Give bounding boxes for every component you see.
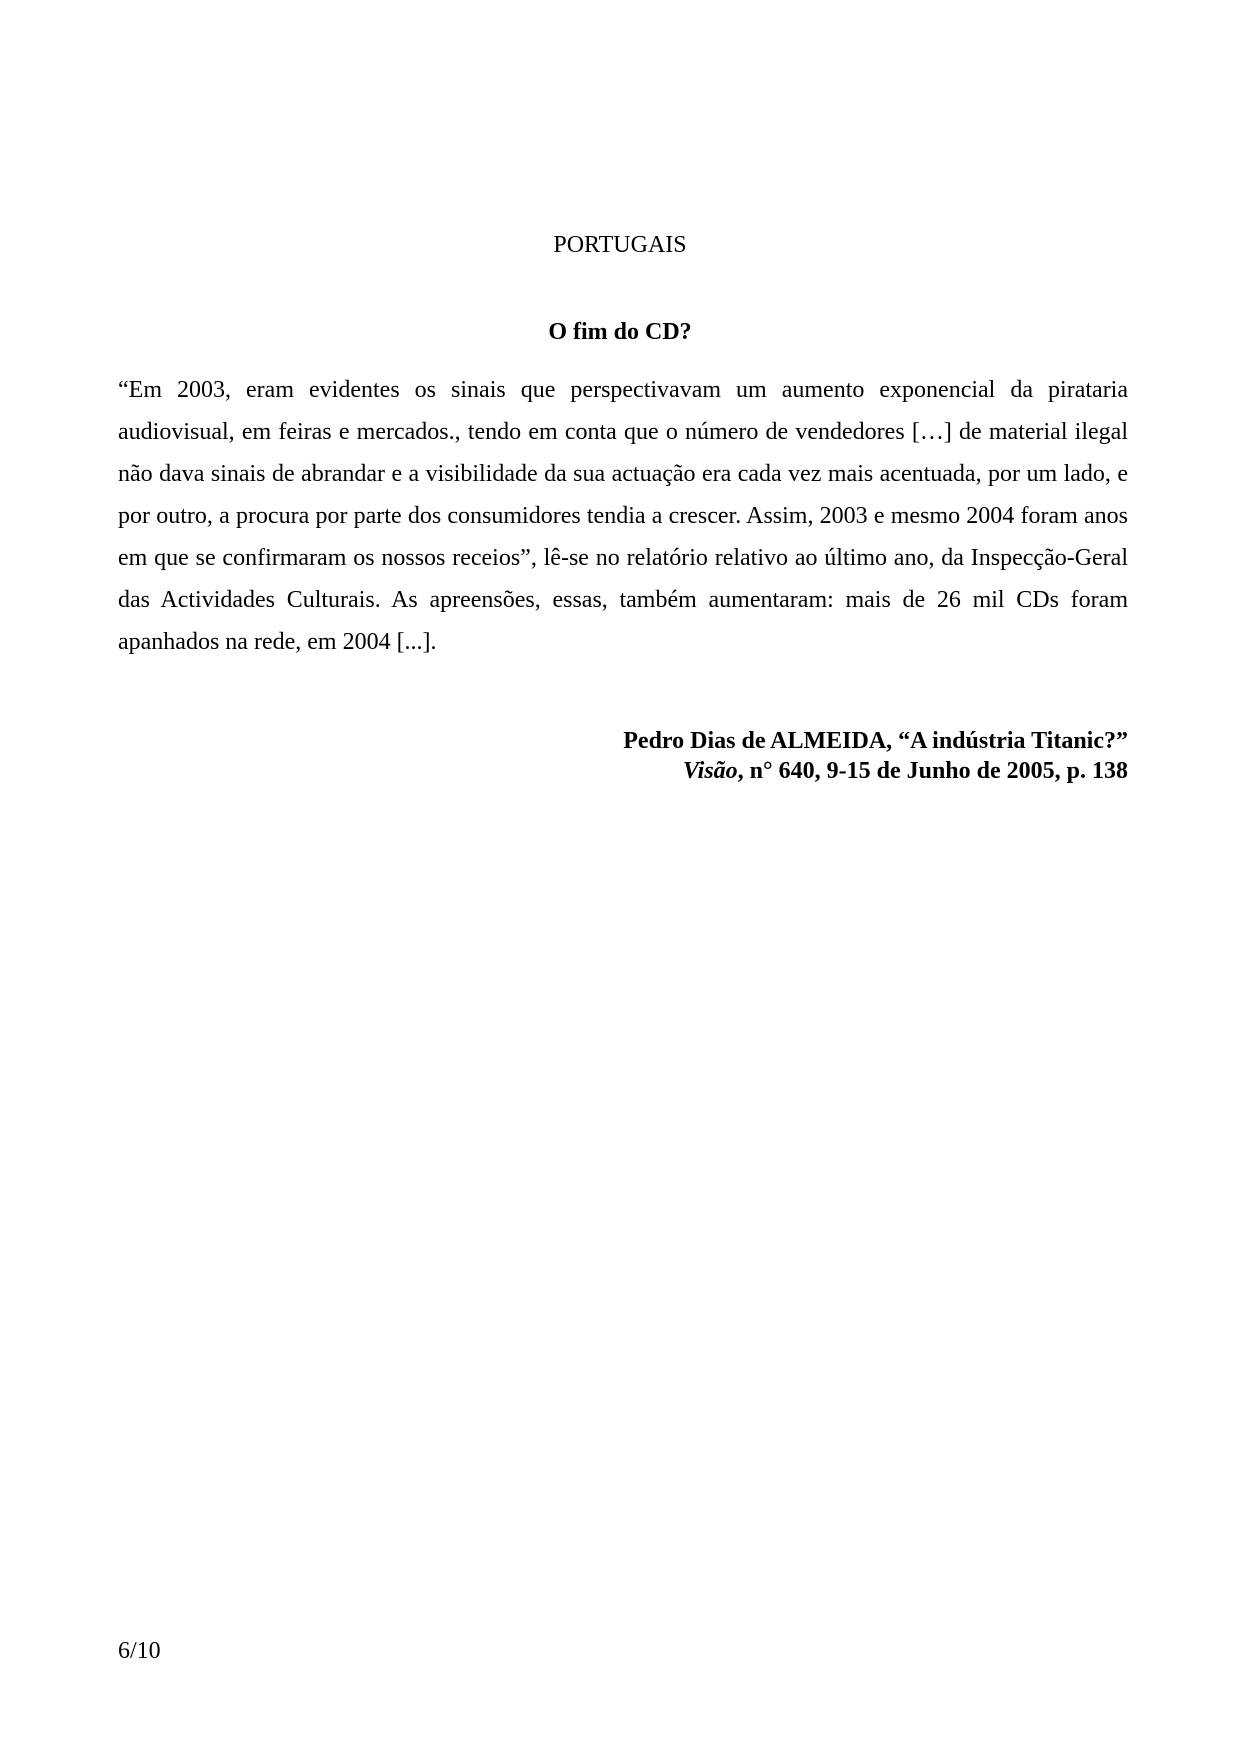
quoted-paragraph: “Em 2003, eram evidentes os sinais que perspectivavam um aumento exponencial da pirataria audiovisual, em feiras e mercados., tendo em conta que o número de vendedores […] de material ilegal não dava sinais de abrandar e a visibilidade da sua actuação era cada vez mais acentuada, por um lado, e por outro, a procura por parte dos consumidores tendia a crescer. Assim, 2003 e mesmo 2004 foram anos em que se confirmaram os nossos receios”, lê-se no relatório relativo ao último ano, da Inspecção-Geral das Actividades Culturais. As apreensões, essas, também aumentaram: mais de 26 mil CDs foram apanhados na rede, em 2004 [...]. [118, 377, 1128, 655]
language-heading: PORTUGAIS [553, 232, 687, 258]
page-number: 6/10 [118, 1638, 161, 1664]
document-title: O fim do CD? [548, 319, 692, 345]
citation-publication-name: Visão [682, 758, 738, 784]
citation-author-line: Pedro Dias de ALMEIDA, “A indústria Titanic?” [623, 728, 1128, 754]
citation-publication-line [623, 756, 1128, 786]
citation-publication-details: , n° 640, 9-15 de Junho de 2005, p. 138 [737, 758, 1128, 784]
source-citation [623, 726, 1128, 786]
